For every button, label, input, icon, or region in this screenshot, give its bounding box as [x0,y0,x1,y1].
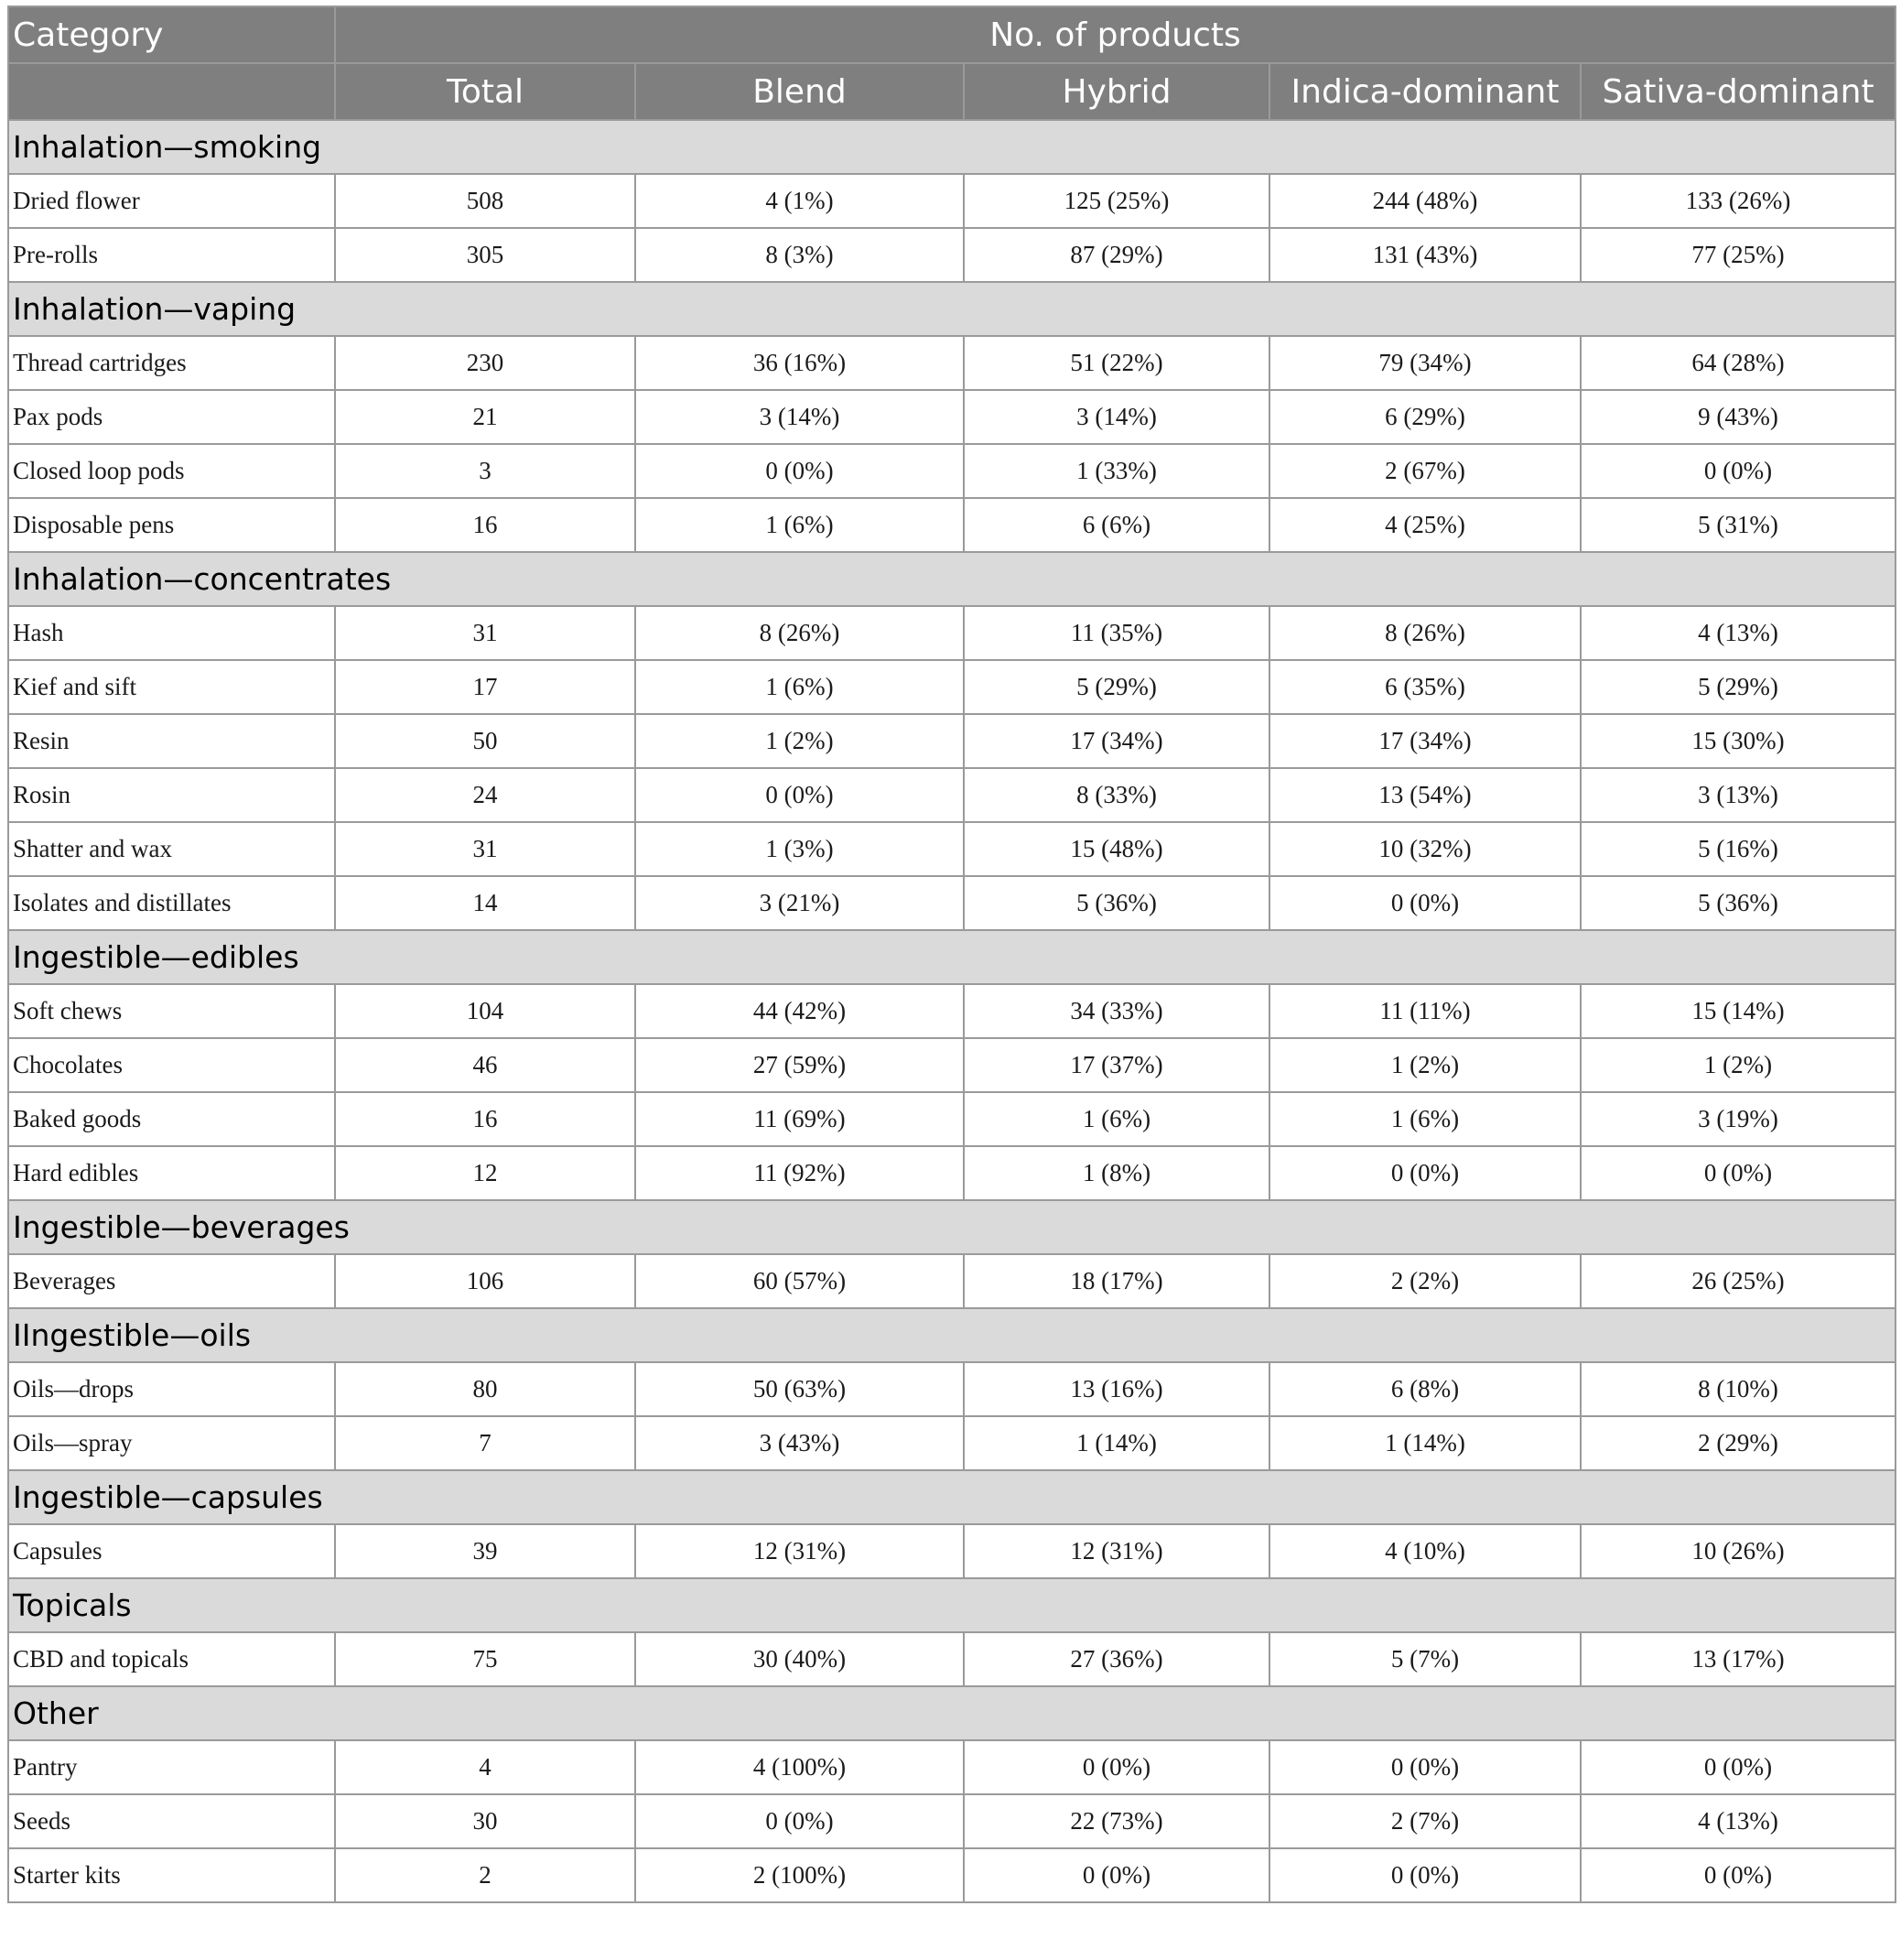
cell-indica-dominant: 6 (29%) [1269,390,1581,444]
table-body [8,120,1896,1902]
table-row [8,768,1896,822]
cell-blend: 8 (3%) [635,228,964,282]
cell-total: 46 [335,1038,635,1092]
cell-hybrid: 13 (16%) [964,1362,1269,1416]
cell-hybrid: 11 (35%) [964,606,1269,660]
cell-indica-dominant: 0 (0%) [1269,876,1581,930]
cell-sativa-dominant: 0 (0%) [1581,1848,1896,1902]
cell-total: 4 [335,1740,635,1794]
table-row [8,444,1896,498]
row-category-name: Resin [8,714,335,768]
cell-sativa-dominant: 8 (10%) [1581,1362,1896,1416]
cell-indica-dominant: 5 (7%) [1269,1632,1581,1686]
row-category-name: Rosin [8,768,335,822]
section-title: Ingestible—beverages [8,1200,1896,1254]
column-header-blend: Blend [635,63,964,120]
table-row [8,1740,1896,1794]
table-row [8,174,1896,228]
table-row [8,1092,1896,1146]
column-header-total: Total [335,63,635,120]
section-title: IIngestible—oils [8,1308,1896,1362]
cell-indica-dominant: 0 (0%) [1269,1740,1581,1794]
cell-indica-dominant: 2 (67%) [1269,444,1581,498]
cell-indica-dominant: 131 (43%) [1269,228,1581,282]
column-header-sativa-dominant: Sativa-dominant [1581,63,1896,120]
cell-blend: 3 (43%) [635,1416,964,1470]
section-row [8,552,1896,606]
row-category-name: Starter kits [8,1848,335,1902]
cell-total: 24 [335,768,635,822]
cell-sativa-dominant: 5 (29%) [1581,660,1896,714]
cell-blend: 12 (31%) [635,1524,964,1578]
cell-indica-dominant: 6 (8%) [1269,1362,1581,1416]
section-row [8,282,1896,336]
header-blank-cell [8,63,335,120]
products-group-header: No. of products [335,6,1896,63]
row-category-name: CBD and topicals [8,1632,335,1686]
row-category-name: Isolates and distillates [8,876,335,930]
table-row [8,714,1896,768]
cell-total: 16 [335,498,635,552]
cell-sativa-dominant: 0 (0%) [1581,444,1896,498]
row-category-name: Pax pods [8,390,335,444]
cell-blend: 27 (59%) [635,1038,964,1092]
table-row [8,498,1896,552]
cell-indica-dominant: 17 (34%) [1269,714,1581,768]
cell-indica-dominant: 1 (14%) [1269,1416,1581,1470]
cell-total: 31 [335,822,635,876]
cell-total: 3 [335,444,635,498]
cell-sativa-dominant: 5 (36%) [1581,876,1896,930]
table-row [8,336,1896,390]
table-row [8,1632,1896,1686]
table-row [8,1146,1896,1200]
cell-sativa-dominant: 4 (13%) [1581,606,1896,660]
cell-sativa-dominant: 26 (25%) [1581,1254,1896,1308]
cell-sativa-dominant: 13 (17%) [1581,1632,1896,1686]
table-header [8,6,1896,120]
cell-indica-dominant: 0 (0%) [1269,1848,1581,1902]
row-category-name: Pantry [8,1740,335,1794]
cell-hybrid: 15 (48%) [964,822,1269,876]
row-category-name: Soft chews [8,984,335,1038]
row-category-name: Hard edibles [8,1146,335,1200]
cell-hybrid: 6 (6%) [964,498,1269,552]
cell-blend: 60 (57%) [635,1254,964,1308]
section-row [8,1686,1896,1740]
table-row [8,390,1896,444]
cell-blend: 3 (21%) [635,876,964,930]
cell-sativa-dominant: 2 (29%) [1581,1416,1896,1470]
table-row [8,228,1896,282]
section-row [8,120,1896,174]
section-title: Inhalation—vaping [8,282,1896,336]
cell-blend: 11 (69%) [635,1092,964,1146]
cell-indica-dominant: 2 (2%) [1269,1254,1581,1308]
cell-hybrid: 27 (36%) [964,1632,1269,1686]
table-row [8,606,1896,660]
cell-sativa-dominant: 0 (0%) [1581,1740,1896,1794]
cell-indica-dominant: 4 (10%) [1269,1524,1581,1578]
section-row [8,1470,1896,1524]
cell-total: 106 [335,1254,635,1308]
section-row [8,1200,1896,1254]
cell-sativa-dominant: 0 (0%) [1581,1146,1896,1200]
cell-hybrid: 1 (14%) [964,1416,1269,1470]
cell-blend: 3 (14%) [635,390,964,444]
table-row [8,822,1896,876]
cell-hybrid: 34 (33%) [964,984,1269,1038]
cell-sativa-dominant: 133 (26%) [1581,174,1896,228]
row-category-name: Closed loop pods [8,444,335,498]
section-row [8,1578,1896,1632]
section-title: Topicals [8,1578,1896,1632]
cell-hybrid: 8 (33%) [964,768,1269,822]
table-row [8,1848,1896,1902]
cell-sativa-dominant: 77 (25%) [1581,228,1896,282]
cell-blend: 2 (100%) [635,1848,964,1902]
table-row [8,1362,1896,1416]
row-category-name: Baked goods [8,1092,335,1146]
table-row [8,660,1896,714]
row-category-name: Shatter and wax [8,822,335,876]
cell-indica-dominant: 13 (54%) [1269,768,1581,822]
cell-total: 17 [335,660,635,714]
cell-blend: 1 (6%) [635,498,964,552]
row-category-name: Oils—spray [8,1416,335,1470]
cell-blend: 0 (0%) [635,768,964,822]
cell-hybrid: 87 (29%) [964,228,1269,282]
section-title: Ingestible—capsules [8,1470,1896,1524]
cell-total: 508 [335,174,635,228]
column-header-indica-dominant: Indica-dominant [1269,63,1581,120]
category-header: Category [8,6,335,63]
cell-blend: 44 (42%) [635,984,964,1038]
cell-indica-dominant: 1 (2%) [1269,1038,1581,1092]
cell-sativa-dominant: 5 (31%) [1581,498,1896,552]
cell-hybrid: 1 (33%) [964,444,1269,498]
cell-indica-dominant: 11 (11%) [1269,984,1581,1038]
cell-hybrid: 17 (34%) [964,714,1269,768]
cell-sativa-dominant: 15 (30%) [1581,714,1896,768]
cell-total: 104 [335,984,635,1038]
cell-blend: 8 (26%) [635,606,964,660]
cell-total: 31 [335,606,635,660]
cell-blend: 1 (2%) [635,714,964,768]
cell-total: 12 [335,1146,635,1200]
cell-sativa-dominant: 3 (13%) [1581,768,1896,822]
cell-indica-dominant: 1 (6%) [1269,1092,1581,1146]
row-category-name: Seeds [8,1794,335,1848]
cell-sativa-dominant: 10 (26%) [1581,1524,1896,1578]
cell-total: 14 [335,876,635,930]
cell-total: 230 [335,336,635,390]
section-title: Inhalation—concentrates [8,552,1896,606]
cell-total: 30 [335,1794,635,1848]
cell-indica-dominant: 4 (25%) [1269,498,1581,552]
header-row-columns [8,63,1896,120]
cell-blend: 1 (3%) [635,822,964,876]
cell-total: 16 [335,1092,635,1146]
cell-hybrid: 5 (29%) [964,660,1269,714]
table-row [8,1254,1896,1308]
table-row [8,1524,1896,1578]
row-category-name: Thread cartridges [8,336,335,390]
cell-indica-dominant: 0 (0%) [1269,1146,1581,1200]
cell-sativa-dominant: 9 (43%) [1581,390,1896,444]
row-category-name: Pre-rolls [8,228,335,282]
table-row [8,1794,1896,1848]
row-category-name: Beverages [8,1254,335,1308]
cell-sativa-dominant: 64 (28%) [1581,336,1896,390]
table-row [8,876,1896,930]
cell-total: 2 [335,1848,635,1902]
cell-hybrid: 1 (6%) [964,1092,1269,1146]
row-category-name: Hash [8,606,335,660]
cell-sativa-dominant: 1 (2%) [1581,1038,1896,1092]
cell-hybrid: 22 (73%) [964,1794,1269,1848]
cell-blend: 30 (40%) [635,1632,964,1686]
cell-sativa-dominant: 5 (16%) [1581,822,1896,876]
table-row [8,1038,1896,1092]
header-row-top [8,6,1896,63]
section-row [8,1308,1896,1362]
cell-total: 21 [335,390,635,444]
cell-indica-dominant: 244 (48%) [1269,174,1581,228]
cell-blend: 0 (0%) [635,1794,964,1848]
section-title: Ingestible—edibles [8,930,1896,984]
row-category-name: Kief and sift [8,660,335,714]
product-table [7,5,1896,1903]
cell-blend: 11 (92%) [635,1146,964,1200]
cell-hybrid: 0 (0%) [964,1848,1269,1902]
cell-indica-dominant: 6 (35%) [1269,660,1581,714]
cell-hybrid: 0 (0%) [964,1740,1269,1794]
cell-total: 80 [335,1362,635,1416]
cell-total: 305 [335,228,635,282]
cell-blend: 0 (0%) [635,444,964,498]
cell-blend: 36 (16%) [635,336,964,390]
section-row [8,930,1896,984]
cell-total: 39 [335,1524,635,1578]
cell-sativa-dominant: 4 (13%) [1581,1794,1896,1848]
cell-blend: 50 (63%) [635,1362,964,1416]
column-header-hybrid: Hybrid [964,63,1269,120]
product-table-container [7,5,1895,1903]
row-category-name: Disposable pens [8,498,335,552]
cell-total: 75 [335,1632,635,1686]
row-category-name: Chocolates [8,1038,335,1092]
cell-hybrid: 5 (36%) [964,876,1269,930]
row-category-name: Capsules [8,1524,335,1578]
section-title: Other [8,1686,1896,1740]
table-row [8,1416,1896,1470]
cell-blend: 4 (1%) [635,174,964,228]
row-category-name: Oils—drops [8,1362,335,1416]
cell-indica-dominant: 79 (34%) [1269,336,1581,390]
cell-sativa-dominant: 15 (14%) [1581,984,1896,1038]
cell-hybrid: 3 (14%) [964,390,1269,444]
cell-sativa-dominant: 3 (19%) [1581,1092,1896,1146]
cell-total: 7 [335,1416,635,1470]
table-row [8,984,1896,1038]
cell-indica-dominant: 2 (7%) [1269,1794,1581,1848]
cell-hybrid: 1 (8%) [964,1146,1269,1200]
cell-hybrid: 18 (17%) [964,1254,1269,1308]
cell-blend: 1 (6%) [635,660,964,714]
cell-hybrid: 125 (25%) [964,174,1269,228]
cell-hybrid: 51 (22%) [964,336,1269,390]
cell-indica-dominant: 10 (32%) [1269,822,1581,876]
row-category-name: Dried flower [8,174,335,228]
cell-blend: 4 (100%) [635,1740,964,1794]
cell-indica-dominant: 8 (26%) [1269,606,1581,660]
cell-hybrid: 12 (31%) [964,1524,1269,1578]
cell-hybrid: 17 (37%) [964,1038,1269,1092]
cell-total: 50 [335,714,635,768]
section-title: Inhalation—smoking [8,120,1896,174]
